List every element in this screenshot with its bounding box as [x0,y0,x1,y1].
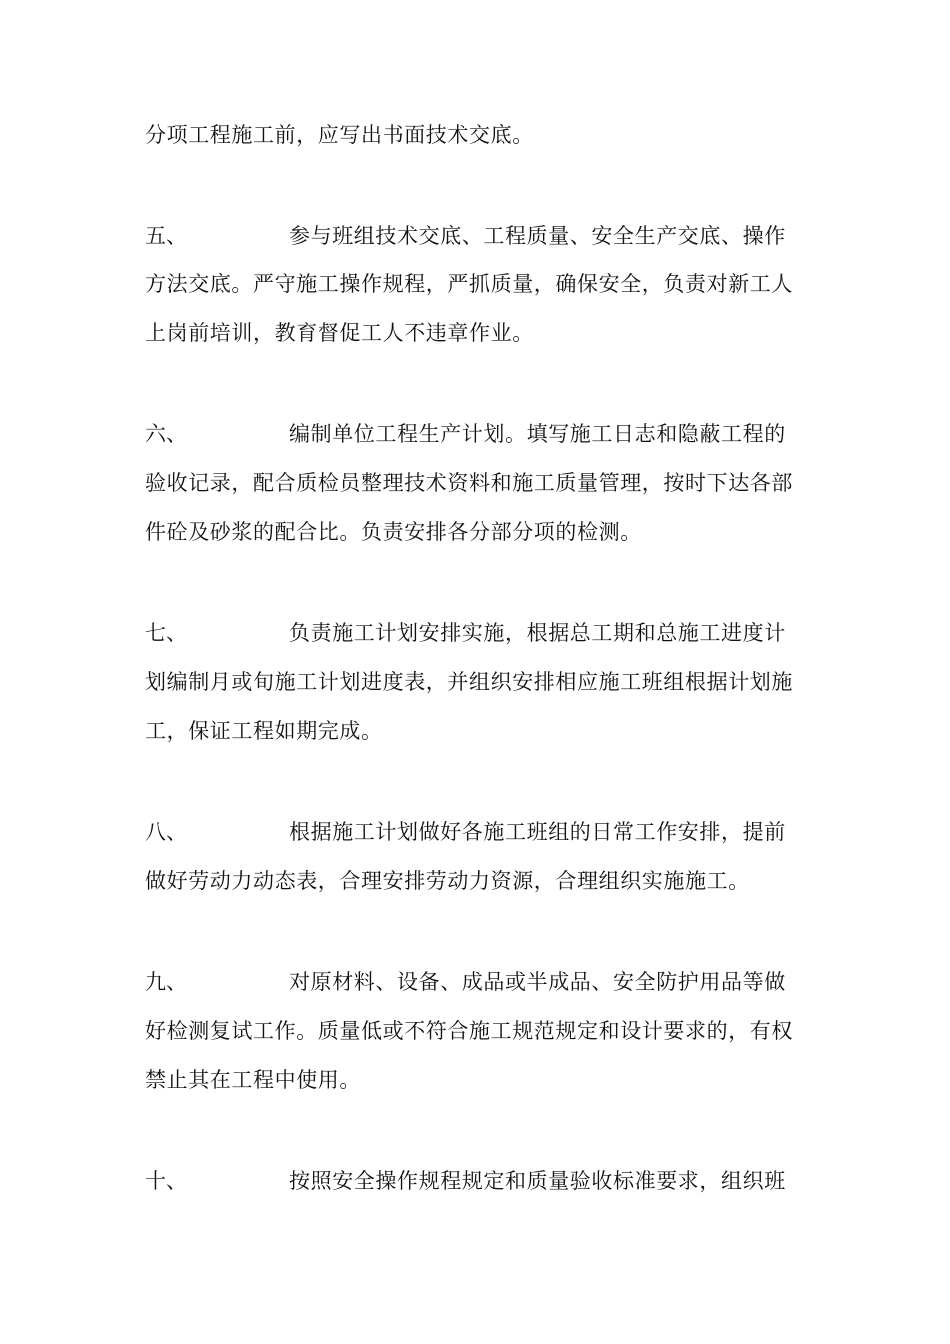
intro-line: 分项工程施工前，应写出书面技术交底。 [145,123,534,147]
item-number: 七、 [145,621,187,645]
item-first-line: 参与班组技术交底、工程质量、安全生产交底、操作 [289,224,786,248]
item-line: 做好劳动力动态表，合理安排劳动力资源，合理组织实施施工。 [145,869,750,893]
item-number: 六、 [145,422,187,446]
item-line: 划编制月或旬施工计划进度表，并组织安排相应施工班组根据计划施 [145,670,793,694]
item-first-line: 根据施工计划做好各施工班组的日常工作安排，提前 [289,820,786,844]
item-number: 九、 [145,970,187,994]
item-first-line: 编制单位工程生产计划。填写施工日志和隐蔽工程的 [289,422,786,446]
item-line: 好检测复试工作。质量低或不符合施工规范规定和设计要求的，有权 [145,1019,793,1043]
item-line: 件砼及砂浆的配合比。负责安排各分部分项的检测。 [145,520,642,544]
item-first-line: 对原材料、设备、成品或半成品、安全防护用品等做 [289,970,786,994]
item-line: 方法交底。严守施工操作规程，严抓质量，确保安全，负责对新工人 [145,272,793,296]
item-line: 上岗前培训，教育督促工人不违章作业。 [145,321,534,345]
item-number: 十、 [145,1169,187,1193]
item-line: 验收记录，配合质检员整理技术资料和施工质量管理，按时下达各部 [145,471,793,495]
item-line: 工，保证工程如期完成。 [145,719,383,743]
item-first-line: 按照安全操作规程规定和质量验收标准要求，组织班 [289,1169,786,1193]
item-first-line: 负责施工计划安排实施，根据总工期和总施工进度计 [289,621,786,645]
item-number: 五、 [145,224,187,248]
item-number: 八、 [145,820,187,844]
item-line: 禁止其在工程中使用。 [145,1068,361,1092]
